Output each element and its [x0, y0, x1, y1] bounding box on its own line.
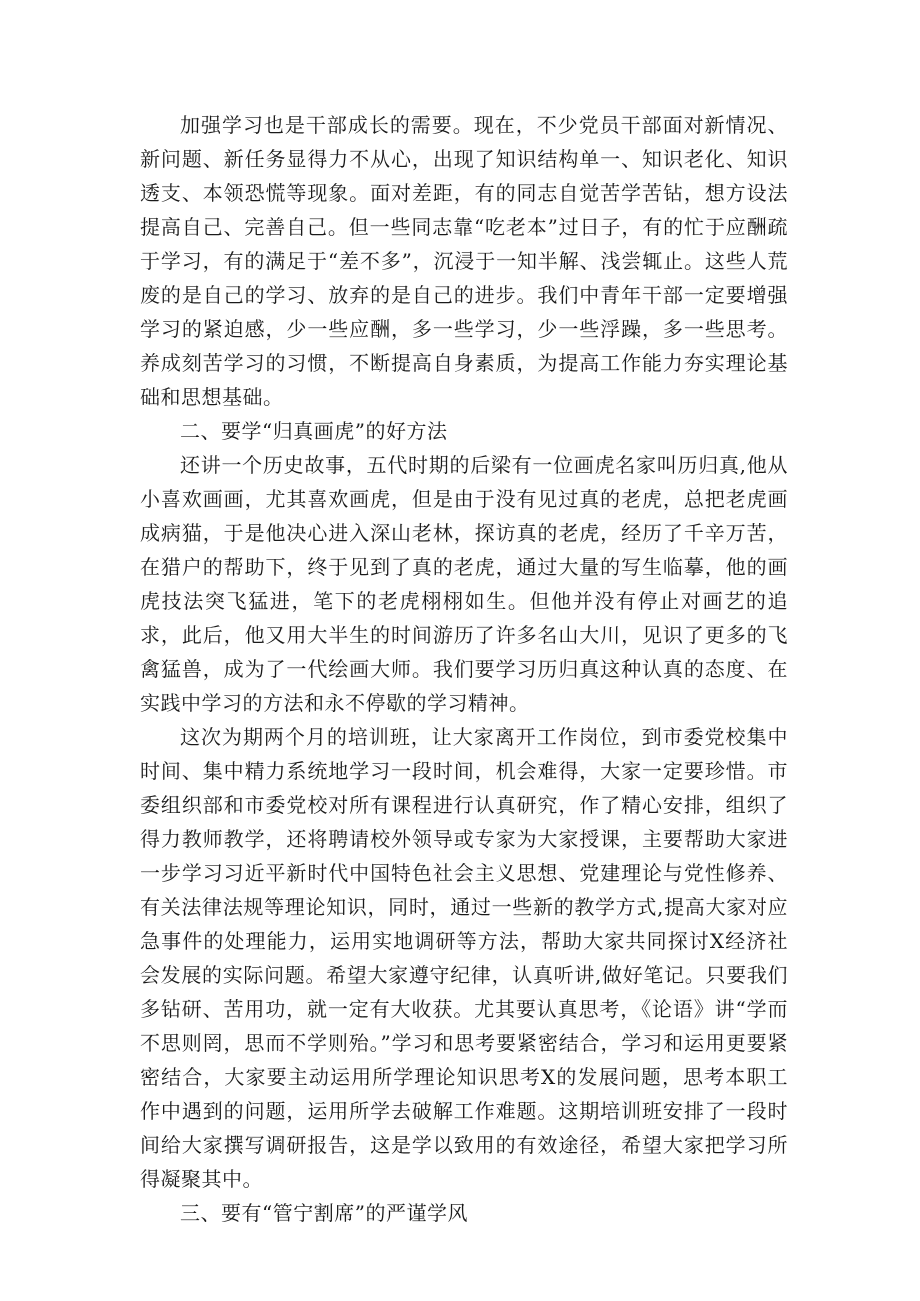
section-heading-two: 二、要学“归真画虎”的好方法 — [180, 419, 448, 443]
paragraph-history-story: 还讲一个历史故事，五代时期的后梁有一位画虎名家叫历归真,他从小喜欢画画，尤其喜欢画虎，但是由于没有见过真的老虎，总把老虎画成病猫，于是他决心进入深山老林，探访真的老虎，经历了千辛万苦，在猎户的帮助下，终于见到了真的老虎，通过大量的写生临摹，他的画虎技法突飞猛进，笔下的老虎栩栩如生。但他并没有停止对画艺的追求，此后，他又用大半生的时间游历了许多名山大川，见识了更多的飞禽猛兽，成为了一代绘画大师。我们要学习历归真这种认真的态度、在实践中学习的方法和永不停歇的学习精神。 — [140, 453, 788, 715]
section-heading-three: 三、要有“管宁割席”的严谨学风 — [180, 1201, 468, 1225]
paragraph-training-class: 这次为期两个月的培训班，让大家离开工作岗位，到市委党校集中时间、集中精力系统地学习一段时间，机会难得，大家一定要珍惜。市委组织部和市委党校对所有课程进行认真研究，作了精心安排，组织了得力教师教学，还将聘请校外领导或专家为大家授课，主要帮助大家进一步学习习近平新时代中国特色社会主义思想、党建理论与党性修养、有关法律法规等理论知识，同时，通过一些新的教学方式,提高大家对应急事件的处理能力，运用实地调研等方法，帮助大家共同探讨X经济社会发展的实际问题。希望大家遵守纪律，认真听讲,做好笔记。只要我们多钻研、苦用功，就一定有大收获。尤其要认真思考，《论语》讲“学而不思则罔，思而不学则殆。”学习和思考要紧密结合，学习和运用更要紧密结合，大家要主动运用所学理论知识思考X的发展问题，思考本职工作中遇到的问题，运用所学去破解工作难题。这期培训班安排了一段时间给大家撰写调研报告，这是学以致用的有效途径，希望大家把学习所得凝聚其中。 — [140, 725, 788, 1191]
paragraph-study-need: 加强学习也是干部成长的需要。现在，不少党员干部面对新情况、新问题、新任务显得力不从心，出现了知识结构单一、知识老化、知识透支、本领恐慌等现象。面对差距，有的同志自觉苦学苦钻，想方设法提高自己、完善自己。但一些同志靠“吃老本”过日子，有的忙于应酬疏于学习，有的满足于“差不多”，沉浸于一知半解、浅尝辄止。这些人荒废的是自己的学习、放弃的是自己的进步。我们中青年干部一定要增强学习的紧迫感，少一些应酬，多一些学习，少一些浮躁，多一些思考。养成刻苦学习的习惯，不断提高自身素质，为提高工作能力夯实理论基础和思想基础。 — [140, 113, 788, 409]
document-page — [140, 108, 788, 1230]
